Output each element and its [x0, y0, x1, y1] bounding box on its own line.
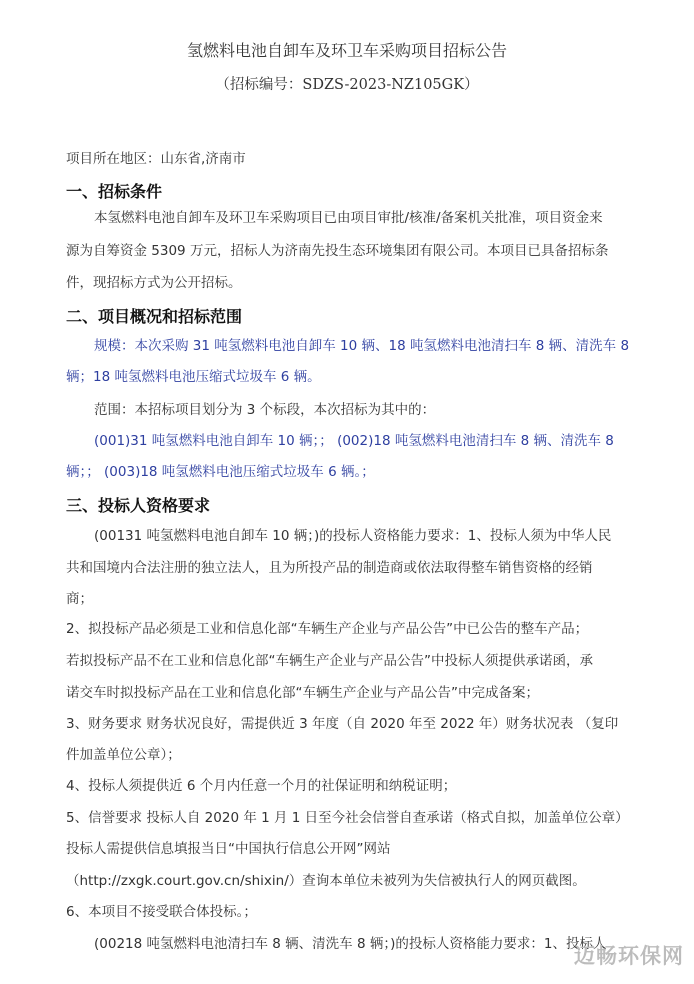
paragraph-line: 规模：本次采购 31 吨氢燃料电池自卸车 10 辆、18 吨氢燃料电池清扫车 8 辆、清洗车 8 [94, 338, 630, 354]
paragraph-line: （http://zxgk.court.gov.cn/shixin/）查询本单位未被列为失信被执行人的网页截图。 [66, 873, 586, 889]
paragraph-line: 3、财务要求 财务状况良好，需提供近 3 年度（自 2020 年至 2022 年）财务状况表 （复印 [66, 716, 619, 732]
lot-line: 辆；； (003)18 吨氢燃料电池压缩式垃圾车 6 辆。； [66, 464, 375, 480]
paragraph-line: 投标人需提供信息填报当日“中国执行信息公开网”网站 [66, 841, 391, 857]
project-location: 项目所在地区：山东省,济南市 [66, 151, 246, 167]
paragraph-line: 商； [66, 591, 93, 607]
paragraph-line: 辆；18 吨氢燃料电池压缩式垃圾车 6 辆。 [66, 369, 321, 385]
tender-number: （招标编号：SDZS-2023-NZ105GK） [215, 77, 479, 93]
paragraph-line: 5、信誉要求 投标人自 2020 年 1 月 1 日至今社会信誉自查承诺（格式自拟，加盖单位公章） [66, 810, 629, 826]
document-title: 氢燃料电池自卸车及环卫车采购项目招标公告 [186, 41, 507, 60]
paragraph-line: 件加盖单位公章）； [66, 747, 181, 763]
paragraph-line: 本氢燃料电池自卸车及环卫车采购项目已由项目审批/核准/备案机关批准，项目资金来 [94, 210, 603, 226]
paragraph-line: 共和国境内合法注册的独立法人，且为所投产品的制造商或依法取得整车销售资格的经销 [66, 560, 593, 576]
paragraph-line: 2、拟投标产品必须是工业和信息化部“车辆生产企业与产品公告”中已公告的整车产品； [66, 621, 589, 637]
paragraph-line: 若拟投标产品不在工业和信息化部“车辆生产企业与产品公告”中投标人须提供承诺函，承 [66, 653, 593, 669]
paragraph-line: (00218 吨氢燃料电池清扫车 8 辆、清洗车 8 辆；)的投标人资格能力要求：1、投标人 [94, 936, 607, 952]
paragraph-line: 4、投标人须提供近 6 个月内任意一个月的社保证明和纳税证明； [66, 778, 457, 794]
paragraph-line: 6、本项目不接受联合体投标。； [66, 904, 257, 920]
paragraph-line: 诺交车时拟投标产品在工业和信息化部“车辆生产企业与产品公告”中完成备案； [66, 685, 539, 701]
paragraph-line: (00131 吨氢燃料电池自卸车 10 辆；)的投标人资格能力要求：1、投标人须为中华人民 [94, 528, 612, 544]
section-heading-3: 三、投标人资格要求 [66, 496, 211, 515]
watermark-logo: 迈畅环保网 [574, 944, 684, 968]
paragraph-line: 范围：本招标项目划分为 3 个标段，本次招标为其中的： [94, 402, 436, 418]
paragraph-line: 件，现招标方式为公开招标。 [66, 275, 242, 291]
section-heading-2: 二、项目概况和招标范围 [66, 307, 243, 326]
lot-line: (001)31 吨氢燃料电池自卸车 10 辆；； (002)18 吨氢燃料电池清扫车 8 辆、清洗车 8 [94, 433, 614, 449]
section-heading-1: 一、招标条件 [66, 182, 163, 201]
paragraph-line: 源为自筹资金 5309 万元，招标人为济南先投生态环境集团有限公司。本项目已具备招标条 [66, 243, 609, 259]
